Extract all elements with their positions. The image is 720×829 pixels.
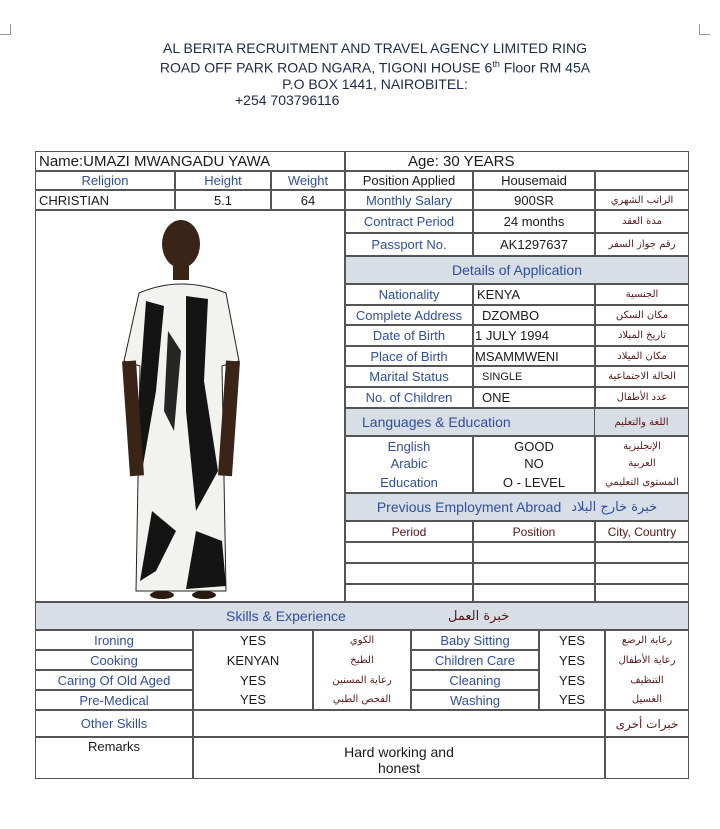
- skill-cleaning-value: YES: [539, 670, 605, 690]
- employment-city-header: City, Country: [595, 521, 689, 542]
- languages-section-title: Languages & Education: [345, 408, 595, 436]
- candidate-photo: [35, 210, 345, 602]
- nationality-arabic: الجنسية: [595, 284, 689, 305]
- skill-cooking-value: KENYAN: [193, 650, 313, 670]
- contract-period-arabic: مدة العقد: [595, 210, 689, 233]
- skill-childcare-value: YES: [539, 650, 605, 670]
- skill-eldercare-label: Caring Of Old Aged: [35, 670, 193, 690]
- children-value: ONE: [473, 387, 595, 408]
- employment-empty-cell: [595, 584, 689, 602]
- contract-period-label: Contract Period: [345, 210, 473, 233]
- agency-phone: +254 703796116: [235, 91, 340, 108]
- employment-empty-cell: [595, 563, 689, 584]
- dob-label: Date of Birth: [345, 325, 473, 346]
- position-applied-label: Position Applied: [345, 171, 473, 190]
- other-skills-arabic: خبرات أخرى: [605, 710, 689, 737]
- agency-address: ROAD OFF PARK ROAD NGARA, TIGONI HOUSE 6th Floor RM 45A: [159, 59, 591, 76]
- skill-cooking-label: Cooking: [35, 650, 193, 670]
- agency-pobox: P.O BOX 1441, NAIROBITEL:: [282, 75, 468, 92]
- english-label: English: [345, 436, 473, 455]
- skill-cleaning-arabic: التنظيف: [605, 670, 689, 690]
- skill-eldercare-value: YES: [193, 670, 313, 690]
- weight-value: 64: [271, 190, 345, 210]
- nationality-value: KENYA: [473, 284, 595, 305]
- languages-section-arabic: اللغة والتعليم: [595, 408, 689, 436]
- details-section-title: Details of Application: [345, 256, 689, 284]
- position-applied-value: Housemaid: [473, 171, 595, 190]
- skill-ironing-label: Ironing: [35, 630, 193, 650]
- skill-eldercare-arabic: رعاية المسنين: [313, 670, 411, 690]
- agency-header: [95, 40, 655, 108]
- employment-empty-cell: [345, 563, 473, 584]
- skill-babysitting-arabic: رعاية الرضع: [605, 630, 689, 650]
- marital-arabic: الحالة الاجتماعية: [595, 366, 689, 387]
- skill-washing-label: Washing: [411, 690, 539, 710]
- passport-arabic: رقم جواز السفر: [595, 233, 689, 256]
- employment-empty-cell: [595, 542, 689, 563]
- nationality-label: Nationality: [345, 284, 473, 305]
- passport-label: Passport No.: [345, 233, 473, 256]
- other-skills-label: Other Skills: [35, 710, 193, 737]
- contract-period-value: 24 months: [473, 210, 595, 233]
- passport-value: AK1297637: [473, 233, 595, 256]
- employment-section-title: Previous Employment Abroad خبرة خارج البلاد: [345, 493, 689, 521]
- marital-label: Marital Status: [345, 366, 473, 387]
- arabic-label: Arabic: [345, 454, 473, 473]
- pob-label: Place of Birth: [345, 346, 473, 366]
- skill-childcare-arabic: رعاية الأطفال: [605, 650, 689, 670]
- arabic-arabic: العربية: [595, 454, 689, 473]
- height-value: 5.1: [175, 190, 271, 210]
- candidate-age: Age: 30 YEARS: [345, 151, 689, 171]
- remarks-value: Hard working and honest: [193, 737, 605, 779]
- religion-value: CHRISTIAN: [35, 190, 175, 210]
- english-arabic: الإنجليزية: [595, 436, 689, 455]
- skill-ironing-value: YES: [193, 630, 313, 650]
- address-value: DZOMBO: [473, 305, 595, 325]
- skill-childcare-label: Children Care: [411, 650, 539, 670]
- address-arabic: مكان السكن: [595, 305, 689, 325]
- employment-empty-cell: [473, 563, 595, 584]
- employment-empty-cell: [473, 542, 595, 563]
- remarks-arabic-blank: [605, 737, 689, 779]
- skill-premedical-label: Pre-Medical: [35, 690, 193, 710]
- arabic-value: NO: [473, 454, 595, 473]
- skill-babysitting-label: Baby Sitting: [411, 630, 539, 650]
- employment-empty-cell: [473, 584, 595, 602]
- employment-empty-cell: [345, 542, 473, 563]
- monthly-salary-value: 900SR: [473, 190, 595, 210]
- address-label: Complete Address: [345, 305, 473, 325]
- agency-name: AL BERITA RECRUITMENT AND TRAVEL AGENCY LIMITED RING: [163, 40, 587, 56]
- other-skills-value: [193, 710, 605, 737]
- monthly-salary-label: Monthly Salary: [345, 190, 473, 210]
- skill-premedical-value: YES: [193, 690, 313, 710]
- height-label: Height: [175, 171, 271, 190]
- page-corner-mark: [0, 24, 11, 35]
- employment-period-header: Period: [345, 521, 473, 542]
- skill-cooking-arabic: الطبخ: [313, 650, 411, 670]
- skill-washing-value: YES: [539, 690, 605, 710]
- skill-cleaning-label: Cleaning: [411, 670, 539, 690]
- religion-label: Religion: [35, 171, 175, 190]
- remarks-label: Remarks: [35, 737, 193, 779]
- pob-arabic: مكان الميلاد: [595, 346, 689, 366]
- marital-value: SINGLE: [473, 366, 595, 387]
- application-form: [36, 152, 690, 780]
- blank-cell: [595, 171, 689, 190]
- education-label: Education: [345, 473, 473, 493]
- pob-value: MSAMMWENI: [473, 346, 595, 366]
- dob-arabic: تاريخ الميلاد: [595, 325, 689, 346]
- skill-babysitting-value: YES: [539, 630, 605, 650]
- monthly-salary-arabic: الراتب الشهري: [595, 190, 689, 210]
- education-arabic: المستوى التعليمي: [595, 473, 689, 493]
- employment-empty-cell: [345, 584, 473, 602]
- skills-section-title: Skills & Experience خبرة العمل: [35, 602, 689, 630]
- employment-position-header: Position: [473, 521, 595, 542]
- children-arabic: عدد الأطفال: [595, 387, 689, 408]
- page-corner-mark: [699, 24, 710, 35]
- education-value: O - LEVEL: [473, 473, 595, 493]
- dob-value: 1 JULY 1994: [473, 325, 595, 346]
- skill-washing-arabic: الغسيل: [605, 690, 689, 710]
- skill-ironing-arabic: الكوي: [313, 630, 411, 650]
- english-value: GOOD: [473, 436, 595, 455]
- candidate-photo-illustration: [36, 211, 346, 603]
- candidate-name: Name:UMAZI MWANGADU YAWA: [35, 151, 345, 171]
- skill-premedical-arabic: الفحص الطبي: [313, 690, 411, 710]
- weight-label: Weight: [271, 171, 345, 190]
- children-label: No. of Children: [345, 387, 473, 408]
